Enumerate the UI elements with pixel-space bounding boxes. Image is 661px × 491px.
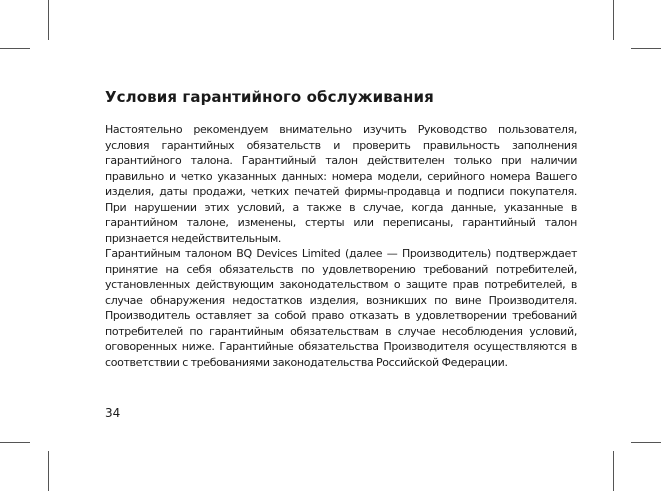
paragraph: Настоятельно рекомендуем внимательно изучить Руководство пользователя, условия гарантийных обязательств и проверить правильность заполнения гарантийного талона. Гарантийный талон действителен только при наличии правильно и четко указанных данных: номера модели, серийного номера Вашего изделия, даты продажи, четких печатей фирмы-продавца и подписи покупателя. При нарушении этих условий, а также в случае, когда данные, указанные в гарантийном талоне, изменены, стерты или переписаны, гарантийный талон признается недействительным. (105, 123, 577, 245)
crop-mark-bottom-left (48, 451, 49, 491)
body-text (105, 122, 577, 370)
crop-mark-top-right (613, 0, 614, 40)
page-title: Условия гарантийного обслуживания (105, 88, 434, 106)
crop-mark-bottom-right (631, 442, 661, 443)
crop-mark-bottom-right (613, 451, 614, 491)
paragraph: Гарантийным талоном BQ Devices Limited (далее — Производитель) подтверждает принятие на себя обязательств по удовлетворению требований потребителей, установленных действующим законодательством о защите прав потребителей, в случае обнаружения недостатков изделия, возникших по вине Производителя. Производитель оставляет за собой право отказать в удовлетворении требований потребителей по гарантийным обязательствам в случае несоблюдения условий, оговоренных ниже. Гарантийные обязательства Производителя осуществляются в соответствии с требованиями законодательства Российской Федерации. (105, 247, 577, 369)
crop-mark-top-left (48, 0, 49, 40)
crop-mark-bottom-left (0, 442, 30, 443)
crop-mark-top-right (631, 48, 661, 49)
page-number: 34 (105, 406, 121, 420)
crop-mark-top-left (0, 48, 30, 49)
